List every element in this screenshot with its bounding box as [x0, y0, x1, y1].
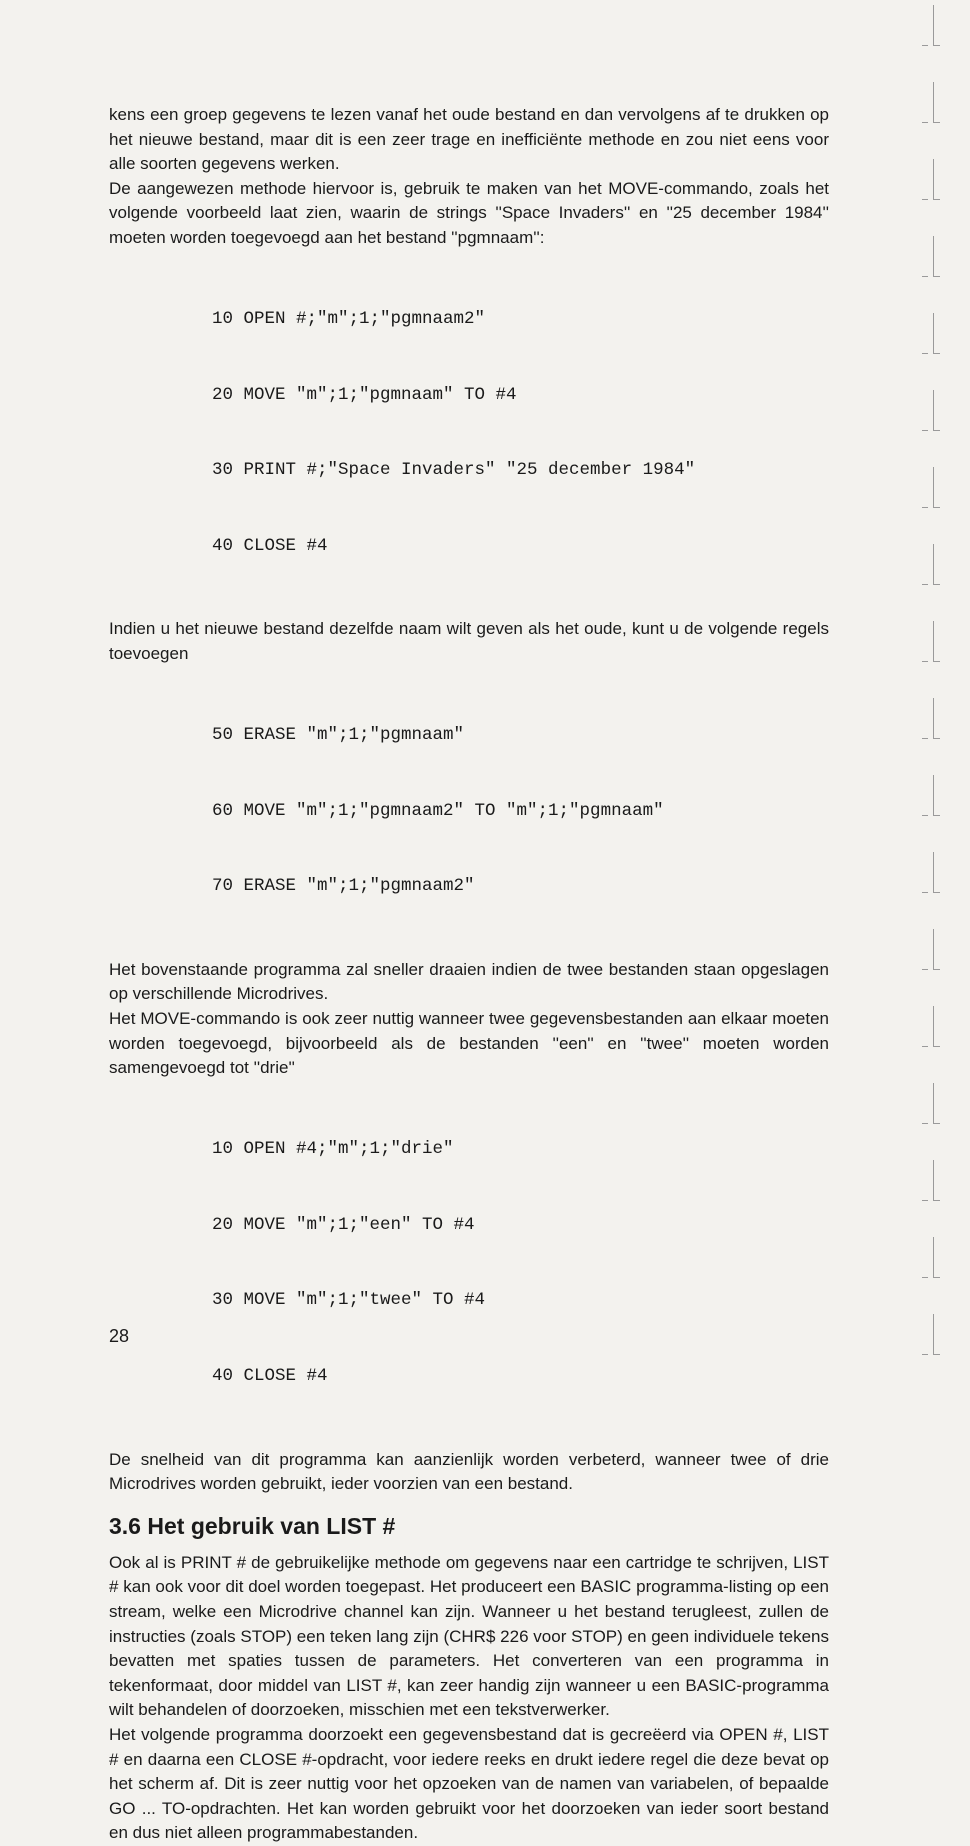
paragraph: Het bovenstaande programma zal sneller draaien indien de twee bestanden staan opgeslagen op verschillende Microdrives.: [109, 959, 829, 1004]
code-listing-1: [212, 257, 829, 610]
code-line: 20 MOVE "m";1;"een" TO #4: [212, 1214, 475, 1235]
margin-mark: [933, 313, 940, 354]
margin-tick: [922, 430, 928, 431]
code-line: 20 MOVE "m";1;"pgmnaam" TO #4: [212, 384, 517, 405]
margin-mark: [933, 5, 940, 46]
margin-mark: [933, 852, 940, 893]
code-line: 30 MOVE "m";1;"twee" TO #4: [212, 1290, 486, 1311]
page-number: 28: [109, 1326, 130, 1346]
margin-mark: [933, 1160, 940, 1201]
paragraph: De snelheid van dit programma kan aanzienlijk worden verbeterd, wanneer twee of drie Microdrives worden gebruikt, ieder voorzien van een bestand.: [109, 1449, 829, 1494]
margin-mark: [933, 390, 940, 431]
margin-tick: [922, 738, 928, 739]
margin-tick: [922, 892, 928, 893]
margin-mark: [933, 698, 940, 739]
section-heading: 3.6 Het gebruik van LIST #: [109, 1512, 396, 1539]
margin-mark: [933, 621, 940, 662]
margin-mark: [933, 467, 940, 508]
code-line: 60 MOVE "m";1;"pgmnaam2" TO "m";1;"pgmnaam": [212, 800, 664, 821]
code-line: 40 CLOSE #4: [212, 535, 328, 556]
margin-mark: [933, 1083, 940, 1124]
margin-mark: [933, 236, 940, 277]
code-line: 50 ERASE "m";1;"pgmnaam": [212, 725, 465, 745]
paragraph: Het volgende programma doorzoekt een gegevensbestand dat is gecreëerd via OPEN #, LIST # en daarna een CLOSE #-opdracht, voor iedere reeks en drukt iedere regel die deze bevat op het scherm af. Dit is zeer nuttig voor het opzoeken van de namen van variabelen, of bepaalde GO ... TO-opdrachten. Het kan worden gebruikt voor het doorzoeken van ieder soort bestand en dus niet alleen programmabestanden.: [109, 1724, 829, 1843]
page-body: [109, 103, 829, 1846]
margin-tick: [922, 969, 928, 970]
margin-tick: [922, 199, 928, 200]
margin-tick: [922, 1123, 928, 1124]
code-line: 10 OPEN #4;"m";1;"drie": [212, 1139, 454, 1160]
margin-mark: [933, 1314, 940, 1355]
margin-mark: [933, 929, 940, 970]
margin-tick: [922, 815, 928, 816]
margin-tick: [922, 122, 928, 123]
margin-mark: [933, 159, 940, 200]
binding-margin-marks: [920, 0, 940, 1441]
paragraph: Ook al is PRINT # de gebruikelijke methode om gegevens naar een cartridge te schrijven, LIST # kan ook voor dit doel worden toegepast. Het produceert een BASIC programma-listing op een stream, welke een Microdrive channel kan zijn. Wanneer u het bestand terugleest, zullen de instructies (zoals STOP) een teken lang zijn (CHR$ 226 voor STOP) en geen individuele tekens bevatten met spaties tussen de parameters. Het converteren van een programma in tekenformaat, door middel van LIST #, kan zeer handig zijn wanneer u een BASIC-programma wilt behandelen of doorzoeken, misschien met een tekstverwerker.: [109, 1552, 829, 1720]
margin-tick: [922, 1046, 928, 1047]
margin-mark: [933, 1237, 940, 1278]
margin-tick: [922, 661, 928, 662]
paragraph: Indien u het nieuwe bestand dezelfde naam wilt geven als het oude, kunt u de volgende regels toevoegen: [109, 619, 829, 663]
margin-mark: [933, 544, 940, 585]
margin-tick: [922, 353, 928, 354]
paragraph: Het MOVE-commando is ook zeer nuttig wanneer twee gegevensbestanden aan elkaar moeten worden toegevoegd, bijvoorbeeld als de bestanden ''een'' en ''twee'' moeten worden samengevoegd tot ''drie'': [109, 1009, 829, 1078]
margin-tick: [922, 584, 928, 585]
margin-tick: [922, 507, 928, 508]
code-line: 40 CLOSE #4: [212, 1366, 328, 1387]
margin-tick: [922, 1354, 928, 1355]
code-line: 10 OPEN #;"m";1;"pgmnaam2": [212, 308, 486, 329]
margin-mark: [933, 775, 940, 816]
paragraph: kens een groep gegevens te lezen vanaf het oude bestand en dan vervolgens af te drukken op het nieuwe bestand, maar dit is een zeer trage en inefficiënte methode en zou niet eens voor alle soorten gegevens werken.: [109, 105, 829, 174]
code-listing-2: [212, 673, 829, 950]
paragraph: De aangewezen methode hiervoor is, gebruik te maken van het MOVE-commando, zoals het volgende voorbeeld laat zien, waarin de strings ''Space Invaders'' en ''25 december 1984'' moeten worden toegevoegd aan het bestand ''pgmnaam'':: [109, 178, 829, 247]
code-line: 30 PRINT #;"Space Invaders" "25 december 1984": [212, 460, 696, 481]
code-listing-3: [212, 1087, 829, 1440]
margin-tick: [922, 1277, 928, 1278]
code-line: 70 ERASE "m";1;"pgmnaam2": [212, 876, 475, 897]
margin-tick: [922, 45, 928, 46]
margin-mark: [933, 1006, 940, 1047]
margin-tick: [922, 276, 928, 277]
margin-tick: [922, 1200, 928, 1201]
margin-mark: [933, 82, 940, 123]
